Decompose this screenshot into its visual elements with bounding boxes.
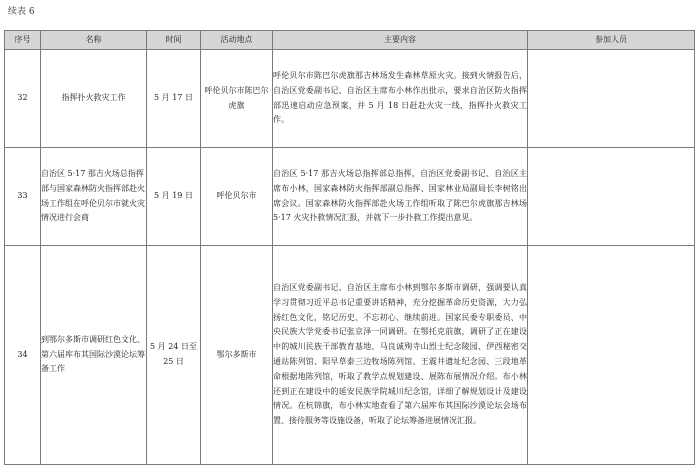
header-name: 名称 <box>41 31 147 50</box>
cell-time: 5 月 24 日至 25 日 <box>147 246 201 465</box>
header-time: 时间 <box>147 31 201 50</box>
cell-name: 自治区 5·17 那吉火场总指挥部与国家森林防火指挥部赴火场工作组在呼伦贝尔市就火灾情况进行会商 <box>41 148 147 246</box>
header-place: 活动地点 <box>201 31 273 50</box>
table-row <box>5 50 695 148</box>
cell-seq: 33 <box>5 148 41 246</box>
header-seq: 序号 <box>5 31 41 50</box>
cell-name: 指挥扑火救灾工作 <box>41 50 147 148</box>
cell-time: 5 月 17 日 <box>147 50 201 148</box>
table-row <box>5 246 695 465</box>
activities-table <box>4 30 695 465</box>
cell-seq: 32 <box>5 50 41 148</box>
cell-content: 自治区 5·17 那吉火场总指挥部总指挥，自治区党委副书记、自治区主席布小林，国家森林防火指挥部副总指挥、国家林业局副局长李树铭出席会议。国家森林防火指挥部赴火场工作组听取了陈巴尔虎旗那吉林场 5·17 火灾扑救情况汇报，并就下一步扑救工作提出意见。 <box>273 148 528 246</box>
cell-participants <box>528 246 695 465</box>
cell-place: 呼伦贝尔市 <box>201 148 273 246</box>
cell-place: 鄂尔多斯市 <box>201 246 273 465</box>
cell-content: 自治区党委副书记、自治区主席布小林到鄂尔多斯市调研，强调要认真学习贯彻习近平总书记重要讲话精神，充分挖掘革命历史资源，大力弘扬红色文化，铭记历史、不忘初心、继续前进。国家民委专职委员、中央民族大学党委书记张京泽一同调研。在鄂托克前旗，调研了正在建设中的城川民族干部教育基地、马良诚殉寺山烈士纪念陵园、伊西秘密交通站陈列馆、阳早草泰三边牧场陈列馆、王震井遗址纪念园、三段地革命根据地陈列馆，听取了教学点规划建设、展陈布展情况介绍。布小林还到正在建设中的延安民族学院城川纪念馆，详细了解规划设计及建设情况。在杭锦旗，布小林实地查看了第六届库布其国际沙漠论坛会场布置、接待服务等设施设备，听取了论坛筹备进展情况汇报。 <box>273 246 528 465</box>
cell-seq: 34 <box>5 246 41 465</box>
table-row <box>5 148 695 246</box>
continued-table-label: 续表 6 <box>8 7 35 17</box>
cell-place: 呼伦贝尔市陈巴尔虎旗 <box>201 50 273 148</box>
cell-name: 到鄂尔多斯市调研红色文化、第六届库布其国际沙漠论坛筹备工作 <box>41 246 147 465</box>
cell-content: 呼伦贝尔市陈巴尔虎旗那吉林场发生森林草原火灾。接到火情报告后，自治区党委副书记、自治区主席布小林作出批示，要求自治区防火指挥部迅速启动应急预案，并 5 月 18 日赶赴火灾一线，指挥扑火救灾工作。 <box>273 50 528 148</box>
cell-time: 5 月 19 日 <box>147 148 201 246</box>
header-content: 主要内容 <box>273 31 528 50</box>
cell-participants <box>528 148 695 246</box>
header-participants: 参加人员 <box>528 31 695 50</box>
table-header-row <box>5 31 695 50</box>
cell-participants <box>528 50 695 148</box>
